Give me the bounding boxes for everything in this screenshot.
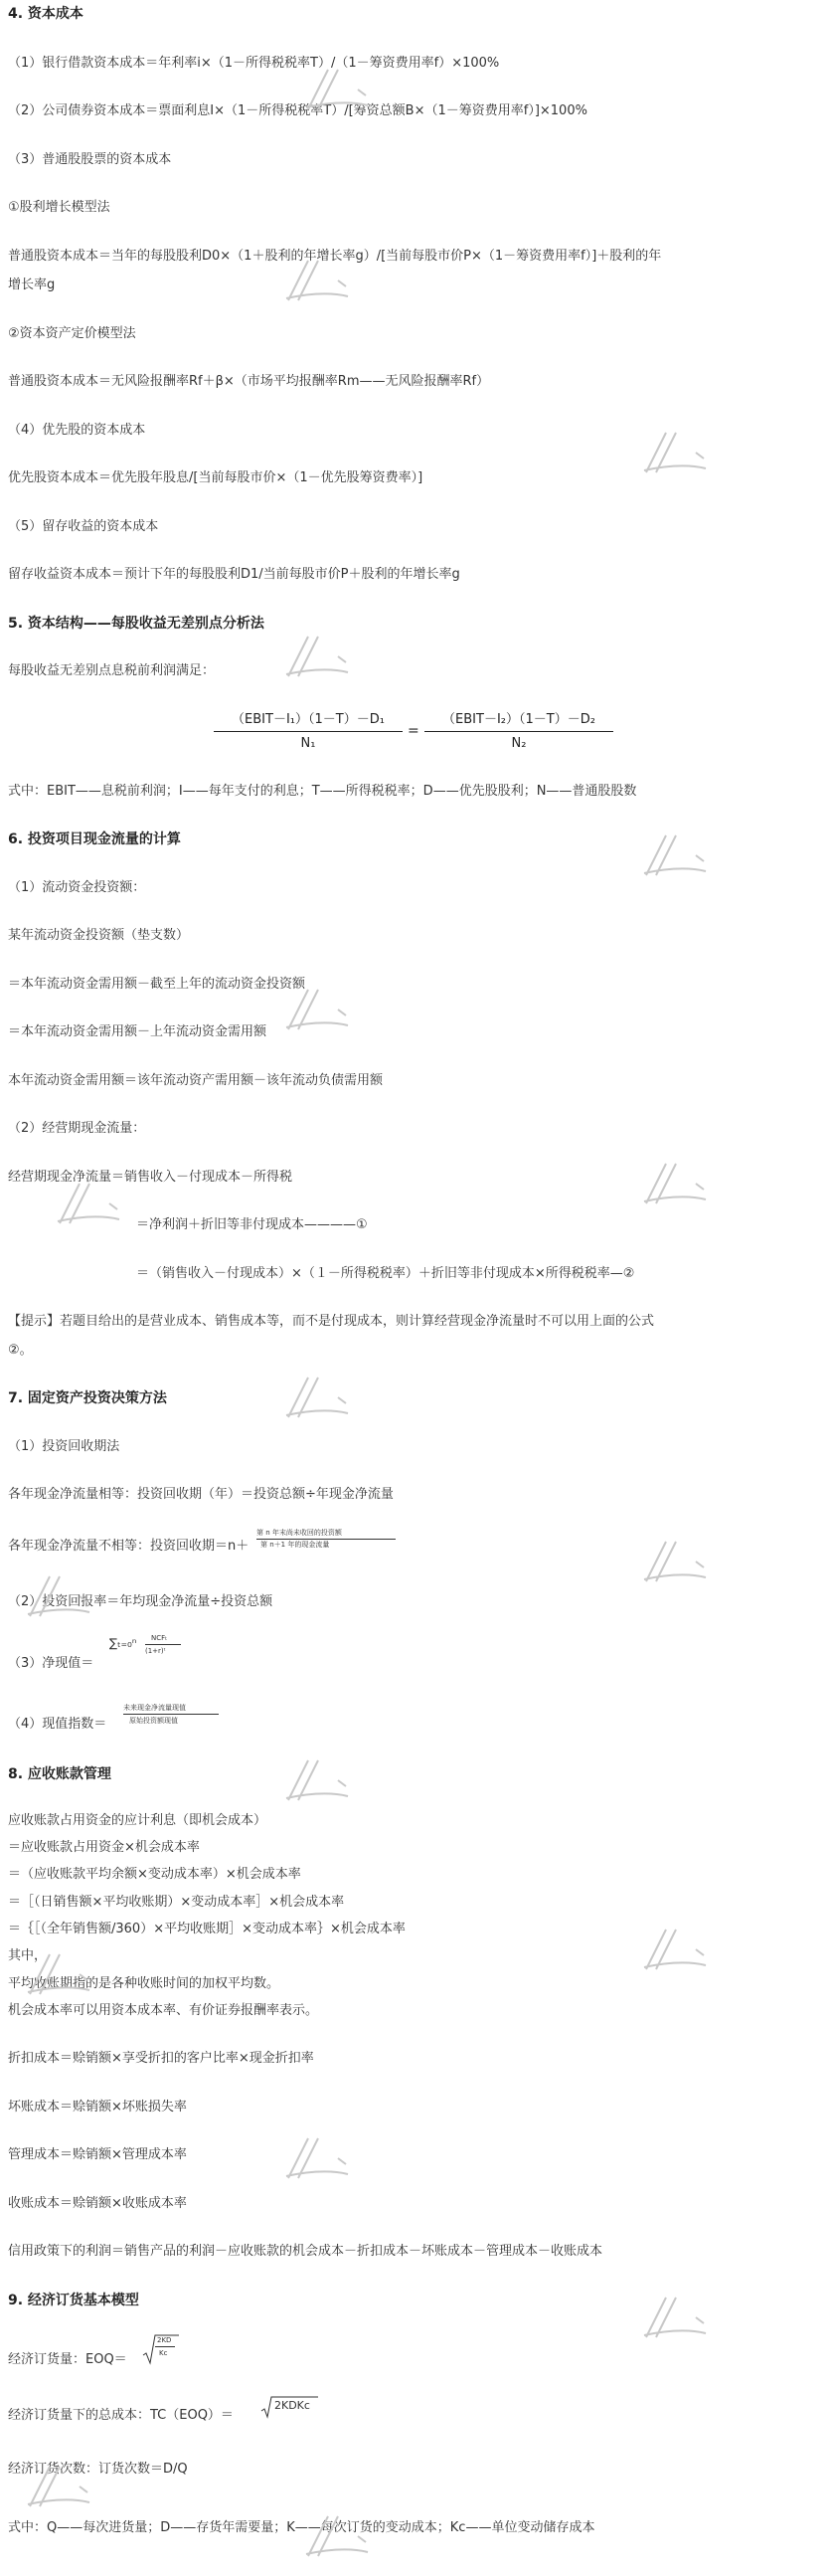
- s8-line-5: ＝｛［（全年销售额/360）×平均收账期］×变动成本率｝×机会成本率: [8, 1922, 406, 1936]
- watermark-logo: [278, 627, 368, 686]
- s9-line-2: 经济订货量下的总成本：TC（EOQ）＝: [8, 2408, 234, 2423]
- formula-right-fraction: [424, 708, 613, 764]
- pi-denominator: 原始投资额现值: [129, 1717, 178, 1725]
- s4-line-12: 留存收益资本成本＝预计下年的每股股利D1/当前每股市价P＋股利的年增长率g: [8, 567, 460, 582]
- s8-line-1: 应收账款占用资金的应计利息（即机会成本）: [8, 1813, 267, 1828]
- s6-line-8: ＝净利润＋折旧等非付现成本————①: [136, 1217, 368, 1232]
- s9-line-3: 经济订货次数：订货次数＝D/Q: [8, 2462, 188, 2477]
- s6-line-1: （1）流动资金投资额：: [8, 880, 146, 895]
- s4-line-7: ②资本资产定价模型法: [8, 326, 136, 341]
- s5-line-1: 每股收益无差别点息税前利润满足：: [8, 663, 216, 678]
- s5-line-2: 式中：EBIT——息税前利润；I——每年支付的利息；T——所得税税率；D——优先股股利；N——普通股股数: [8, 784, 637, 799]
- watermark-logo: [20, 1566, 109, 1626]
- watermark-logo: [50, 1174, 139, 1233]
- s8-line-7: 平均收账期指的是各种收账时间的加权平均数。: [8, 1976, 280, 1991]
- formula-left-numerator: （EBIT－I₁）（1－T）－D₁: [232, 712, 385, 727]
- s7-line-2: 各年现金净流量相等：投资回收期（年）＝投资总额÷年现金净流量: [8, 1487, 394, 1502]
- fraction-bar: [123, 1714, 219, 1715]
- s6-line-9: ＝（销售收入－付现成本）×（１－所得税税率）＋折旧等非付现成本×所得税税率—②: [136, 1266, 635, 1281]
- s8-line-10: 坏账成本＝赊销额×坏账损失率: [8, 2100, 187, 2115]
- s9-line-4: 式中：Q——每次进货量；D——存货年需要量；K——每次订货的变动成本；Kc——单位变动储存成本: [8, 2520, 595, 2535]
- fraction-bar: [145, 1644, 181, 1645]
- formula-equals: =: [408, 723, 419, 739]
- watermark-logo: [636, 826, 726, 885]
- watermark-logo: [278, 1368, 368, 1427]
- s7-line-3: 各年现金净流量不相等：投资回收期＝n＋: [8, 1539, 250, 1554]
- watermark-logo: [20, 2457, 109, 2516]
- npv-sum: ∑ₜ₌₀ⁿ: [109, 1636, 137, 1650]
- s6-line-3: ＝本年流动资金需用额－截至上年的流动资金投资额: [8, 977, 306, 992]
- s8-line-11: 管理成本＝赊销额×管理成本率: [8, 2147, 187, 2162]
- section-4-title: 4. 资本成本: [8, 6, 83, 22]
- formula-left-fraction: [214, 708, 403, 764]
- eoq-denominator: Kc: [159, 2349, 168, 2357]
- s6-line-2: 某年流动资金投资额（垫支数）: [8, 928, 190, 943]
- formula-left-denominator: N₁: [300, 736, 316, 751]
- ebit-indifference-formula: [214, 708, 631, 764]
- s6-line-7: 经营期现金净流量＝销售收入－付现成本－所得税: [8, 1170, 293, 1185]
- watermark-logo: [278, 1750, 368, 1810]
- s8-line-6: 其中，: [8, 1948, 48, 1963]
- payback-fraction-denominator: 第 n＋1 年的现金流量: [260, 1541, 330, 1549]
- formula-right-denominator: N₂: [511, 736, 527, 751]
- fraction-bar: [155, 2346, 175, 2347]
- section-9-title: 9. 经济订货基本模型: [8, 2293, 139, 2308]
- s4-line-9: （4）优先股的资本成本: [8, 423, 146, 438]
- fraction-bar: [214, 731, 403, 732]
- watermark-logo: [298, 60, 388, 119]
- s6-tip-line-2: ②。: [8, 1343, 33, 1358]
- s8-line-2: ＝应收账款占用资金×机会成本率: [8, 1840, 200, 1855]
- watermark-logo: [636, 1532, 726, 1591]
- watermark-logo: [636, 2288, 726, 2347]
- tc-radicand: 2KDKc: [274, 2399, 310, 2412]
- s7-line-6: （4）现值指数＝: [8, 1717, 107, 1732]
- watermark-logo: [278, 980, 368, 1039]
- s7-line-1: （1）投资回收期法: [8, 1439, 120, 1454]
- s4-line-3: （3）普通股股票的资本成本: [8, 152, 172, 167]
- section-7-title: 7. 固定资产投资决策方法: [8, 1390, 167, 1406]
- section-8-title: 8. 应收账款管理: [8, 1766, 111, 1782]
- s7-line-4: （2）投资回报率＝年均现金净流量÷投资总额: [8, 1594, 273, 1609]
- s6-line-4: ＝本年流动资金需用额－上年流动资金需用额: [8, 1024, 267, 1039]
- section-6-title: 6. 投资项目现金流量的计算: [8, 831, 181, 847]
- s6-line-5: 本年流动资金需用额＝该年流动资产需用额－该年流动负债需用额: [8, 1073, 384, 1088]
- s4-line-1: （1）银行借款资本成本＝年利率i×（1－所得税税率T）/（1－筹资费用率f）×100%: [8, 56, 500, 71]
- watermark-logo: [636, 1920, 726, 1979]
- pi-numerator: 未来现金净流量现值: [123, 1704, 186, 1712]
- watermark-logo: [20, 1944, 109, 2004]
- formula-right-numerator: （EBIT－I₂）（1－T）－D₂: [442, 712, 595, 727]
- payback-fraction-numerator: 第 n 年末尚未收回的投资额: [256, 1529, 342, 1537]
- s4-line-5: 普通股资本成本＝当年的每股股利D0×（1＋股利的年增长率g）/[当前每股市价P×（1－筹资费用率f）]＋股利的年: [8, 249, 662, 264]
- npv-denominator: (1+r)ᵗ: [145, 1647, 166, 1655]
- s8-line-3: ＝（应收账款平均余额×变动成本率）×机会成本率: [8, 1867, 301, 1882]
- s4-line-11: （5）留存收益的资本成本: [8, 519, 159, 534]
- s8-line-9: 折扣成本＝赊销额×享受折扣的客户比率×现金折扣率: [8, 2051, 314, 2066]
- s4-line-6: 增长率g: [8, 277, 56, 292]
- watermark-logo: [298, 2506, 388, 2566]
- s4-line-2: （2）公司债券资本成本＝票面利息I×（1－所得税税率T）/[筹资总额B×（1－筹资费用率f）]×100%: [8, 103, 587, 118]
- s9-line-1: 经济订货量：EOQ＝: [8, 2352, 127, 2367]
- s8-line-13: 信用政策下的利润＝销售产品的利润－应收账款的机会成本－折扣成本－坏账成本－管理成本－收账成本: [8, 2244, 603, 2259]
- watermark-logo: [636, 423, 726, 482]
- fraction-bar: [256, 1539, 396, 1540]
- s4-line-4: ①股利增长模型法: [8, 200, 110, 215]
- s6-line-6: （2）经营期现金流量：: [8, 1121, 146, 1136]
- s7-line-5: （3）净现值＝: [8, 1656, 94, 1671]
- s8-line-4: ＝［（日销售额×平均收账期）×变动成本率］×机会成本率: [8, 1895, 345, 1910]
- s8-line-12: 收账成本＝赊销额×收账成本率: [8, 2196, 187, 2211]
- section-5-title: 5. 资本结构——每股收益无差别点分析法: [8, 616, 264, 632]
- watermark-logo: [278, 251, 368, 310]
- s8-line-8: 机会成本率可以用资本成本率、有价证券报酬率表示。: [8, 2003, 319, 2018]
- s4-line-10: 优先股资本成本＝优先股年股息/[当前每股市价×（1－优先股筹资费率）]: [8, 470, 423, 485]
- watermark-logo: [636, 1154, 726, 1213]
- s4-line-8: 普通股资本成本＝无风险报酬率Rf＋β×（市场平均报酬率Rm——无风险报酬率Rf）: [8, 374, 490, 389]
- eoq-numerator: 2KD: [157, 2336, 172, 2344]
- s6-tip-line-1: 【提示】若题目给出的是营业成本、销售成本等，而不是付现成本，则计算经营现金净流量时不可以用上面的公式: [8, 1314, 655, 1329]
- npv-numerator: NCFₜ: [151, 1634, 168, 1642]
- watermark-logo: [278, 2128, 368, 2188]
- fraction-bar: [424, 731, 613, 732]
